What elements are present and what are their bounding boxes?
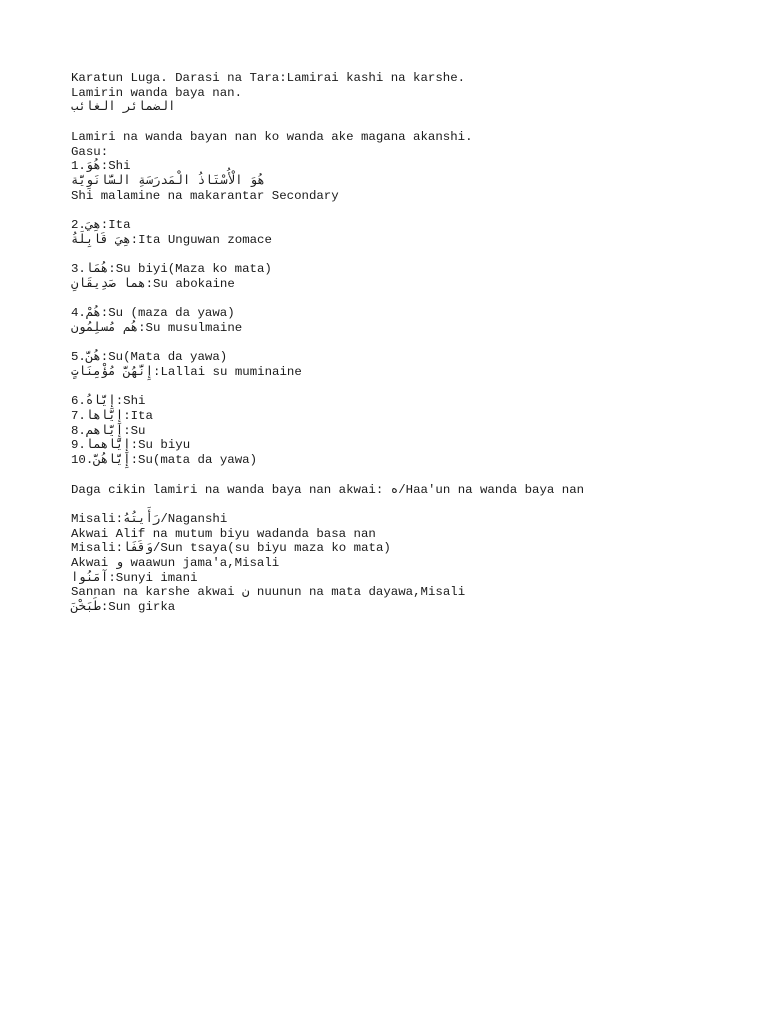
definition-line: Lamiri na wanda bayan nan ko wanda ake magana akanshi. [71, 129, 473, 144]
document-page [71, 71, 731, 615]
pronoun-7-line: 7.إِيَّاها:Ita [71, 409, 153, 424]
example-3-line: آمَنُوا:Sunyi imani [71, 570, 198, 585]
example-2-line: Misali:وَقَفَا/Sun tsaya(su biyu maza ko mata) [71, 541, 391, 556]
pronoun-9-line: 9.إِيَّاهما:Su biyu [71, 438, 191, 453]
example-4-line: طَبَخْنَ:Sun girka [71, 600, 176, 615]
alif-note-line: Akwai Alif na mutum biyu wadanda basa nan [71, 526, 376, 541]
pronoun-1-example-translation: Shi malamine na makarantar Secondary [71, 188, 339, 203]
pronoun-4-line: 4.هُمْ:Su (maza da yawa) [71, 306, 235, 321]
haa-note-line: Daga cikin lamiri na wanda baya nan akwai: ه/Haa'un na wanda baya nan [71, 482, 585, 497]
pronoun-10-line: 10.إِيَّاهُنَّ:Su(mata da yawa) [71, 453, 258, 468]
arabic-heading-line: الضمائر الغائب [71, 100, 176, 115]
lesson-subtitle-line: Lamirin wanda baya nan. [71, 85, 243, 100]
nuun-note-line: Sannan na karshe akwai ن nuunun na mata dayawa,Misali [71, 585, 466, 600]
pronoun-1-example-arabic: هُوَ الْأُسْتَاذُ الْمَدرَسَةِ السَّانَوِيَّة [71, 173, 265, 188]
example-1-line: Misali:رَأَيتُهُ/Naganshi [71, 511, 228, 526]
pronoun-1-line: 1.هُوَ:Shi [71, 159, 131, 174]
pronoun-5-line: 5.هُنَّ:Su(Mata da yawa) [71, 350, 228, 365]
blank-line [71, 468, 731, 483]
blank-line [71, 203, 731, 218]
pronoun-2-line: 2.هِيَ:Ita [71, 218, 131, 232]
waaw-note-line: Akwai و waawun jama'a,Misali [71, 556, 280, 571]
blank-line [71, 115, 731, 130]
pronoun-4-example: هُم مُسلِمُون:Su musulmaine [71, 320, 243, 335]
pronoun-3-example: هما صَدِيقَانِ:Su abokaine [71, 276, 235, 291]
pronoun-2-example: هِيَ قَابِلَةُ:Ita Unguwan zomace [71, 232, 272, 247]
pronoun-5-example: إِنَّهُنَّ مُؤْمِنَاتٍ:Lallai su muminaine [71, 364, 302, 379]
blank-line [71, 247, 731, 262]
examples-label: Gasu: [71, 144, 109, 159]
blank-line [71, 336, 731, 351]
lesson-title-line: Karatun Luga. Darasi na Tara:Lamirai kashi na karshe. [71, 71, 466, 85]
pronoun-8-line: 8.إِيَّاهم:Su [71, 423, 146, 438]
pronoun-6-line: 6.إِيَّاهُ:Shi [71, 394, 146, 409]
blank-line [71, 497, 731, 512]
blank-line [71, 380, 731, 395]
blank-line [71, 292, 731, 307]
pronoun-3-line: 3.هُمَا:Su biyi(Maza ko mata) [71, 262, 272, 277]
